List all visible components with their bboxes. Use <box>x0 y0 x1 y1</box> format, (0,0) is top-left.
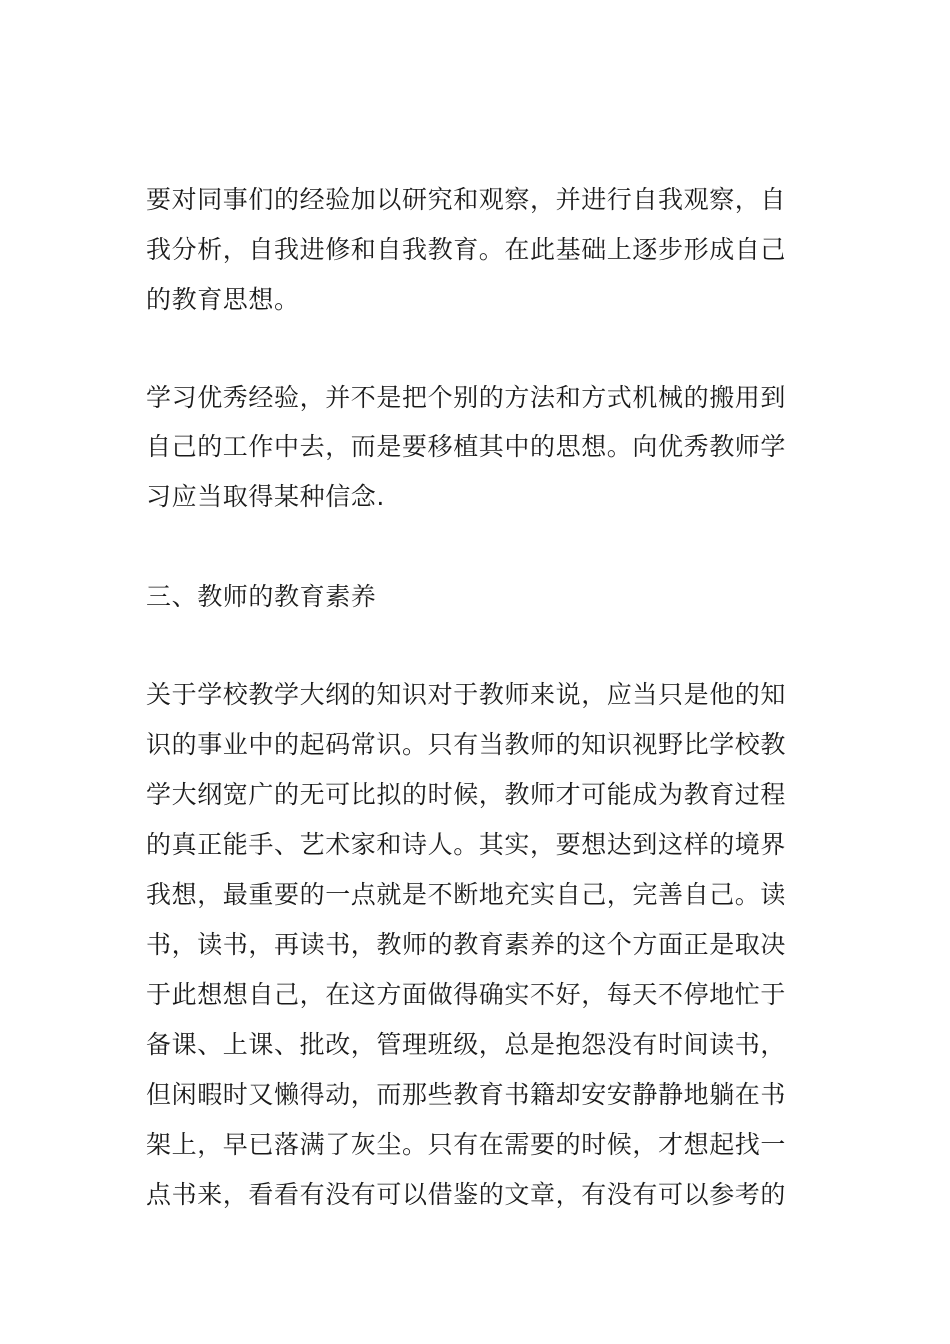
paragraph-3-line-1: 关于学校教学大纲的知识对于教师来说，应当只是他的知 <box>146 680 787 709</box>
paragraph-2-line-2: 自己的工作中去，而是要移植其中的思想。向优秀教师学 <box>146 432 787 461</box>
paragraph-3-line-9: 但闲暇时又懒得动，而那些教育书籍却安安静静地躺在书 <box>146 1080 787 1109</box>
paragraph-2-line-3: 习应当取得某种信念. <box>146 482 385 511</box>
paragraph-3-line-2: 识的事业中的起码常识。只有当教师的知识视野比学校教 <box>146 730 787 759</box>
paragraph-1-line-1: 要对同事们的经验加以研究和观察，并进行自我观察，自 <box>146 185 787 214</box>
paragraph-3-line-5: 我想，最重要的一点就是不断地充实自己，完善自己。读 <box>146 880 787 909</box>
paragraph-1-line-2: 我分析，自我进修和自我教育。在此基础上逐步形成自己 <box>146 235 787 264</box>
section-heading: 三、教师的教育素养 <box>146 582 377 611</box>
paragraph-3-line-3: 学大纲宽广的无可比拟的时候，教师才可能成为教育过程 <box>146 780 787 809</box>
paragraph-3-line-6: 书，读书，再读书，教师的教育素养的这个方面正是取决 <box>146 930 787 959</box>
paragraph-1-line-3: 的教育思想。 <box>146 285 300 314</box>
paragraph-3-line-11: 点书来，看看有没有可以借鉴的文章，有没有可以参考的 <box>146 1180 787 1209</box>
paragraph-3-line-10: 架上，早已落满了灰尘。只有在需要的时候，才想起找一 <box>146 1130 787 1159</box>
paragraph-2-line-1: 学习优秀经验，并不是把个别的方法和方式机械的搬用到 <box>146 383 787 412</box>
paragraph-3-line-7: 于此想想自己，在这方面做得确实不好，每天不停地忙于 <box>146 980 787 1009</box>
paragraph-3-line-8: 备课、上课、批改，管理班级，总是抱怨没有时间读书， <box>146 1030 787 1059</box>
paragraph-3-line-4: 的真正能手、艺术家和诗人。其实，要想达到这样的境界 <box>146 830 787 859</box>
